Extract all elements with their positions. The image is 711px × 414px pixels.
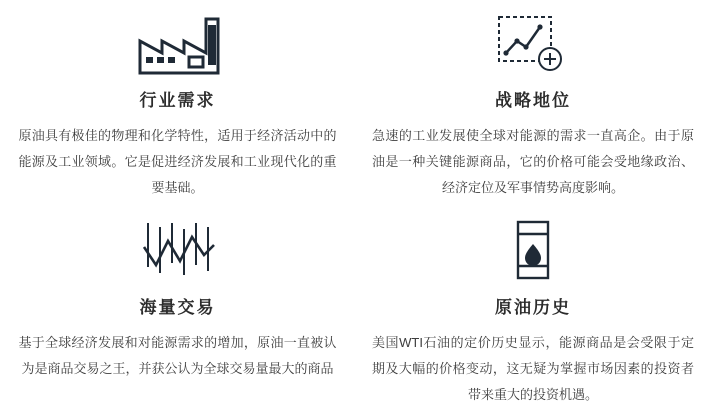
card-title: 战略地位 (495, 91, 571, 110)
factory-icon (132, 6, 224, 82)
card-body: 美国WTI石油的定价历史显示，能源商品是会受限于定期及大幅的价格变动，这无疑为掌握市场因素的投资者带来重大的投资机遇。 (372, 335, 694, 402)
volume-chart-icon (136, 213, 220, 289)
feature-card-oil-history (355, 207, 711, 414)
card-title: 海量交易 (139, 298, 216, 317)
card-title: 原油历史 (495, 298, 571, 317)
card-body: 急速的工业发展使全球对能源的需求一直高企。由于原油是一种关键能源商品，它的价格可能会受地缘政治、经济定位及军事情势高度影响。 (372, 128, 694, 195)
chart-add-icon (493, 6, 573, 82)
feature-card-huge-volume (0, 207, 355, 414)
oil-barrel-icon (504, 213, 562, 289)
card-title: 行业需求 (139, 91, 216, 110)
feature-card-strategic-position (355, 0, 711, 207)
card-body: 基于全球经济发展和对能源需求的增加，原油一直被认为是商品交易之王，并获公认为全球交易量最大的商品 (18, 335, 337, 376)
feature-card-industry-demand (0, 0, 355, 207)
card-body: 原油具有极佳的物理和化学特性，适用于经济活动中的能源及工业领域。它是促进经济发展和工业现代化的重要基础。 (18, 128, 337, 195)
